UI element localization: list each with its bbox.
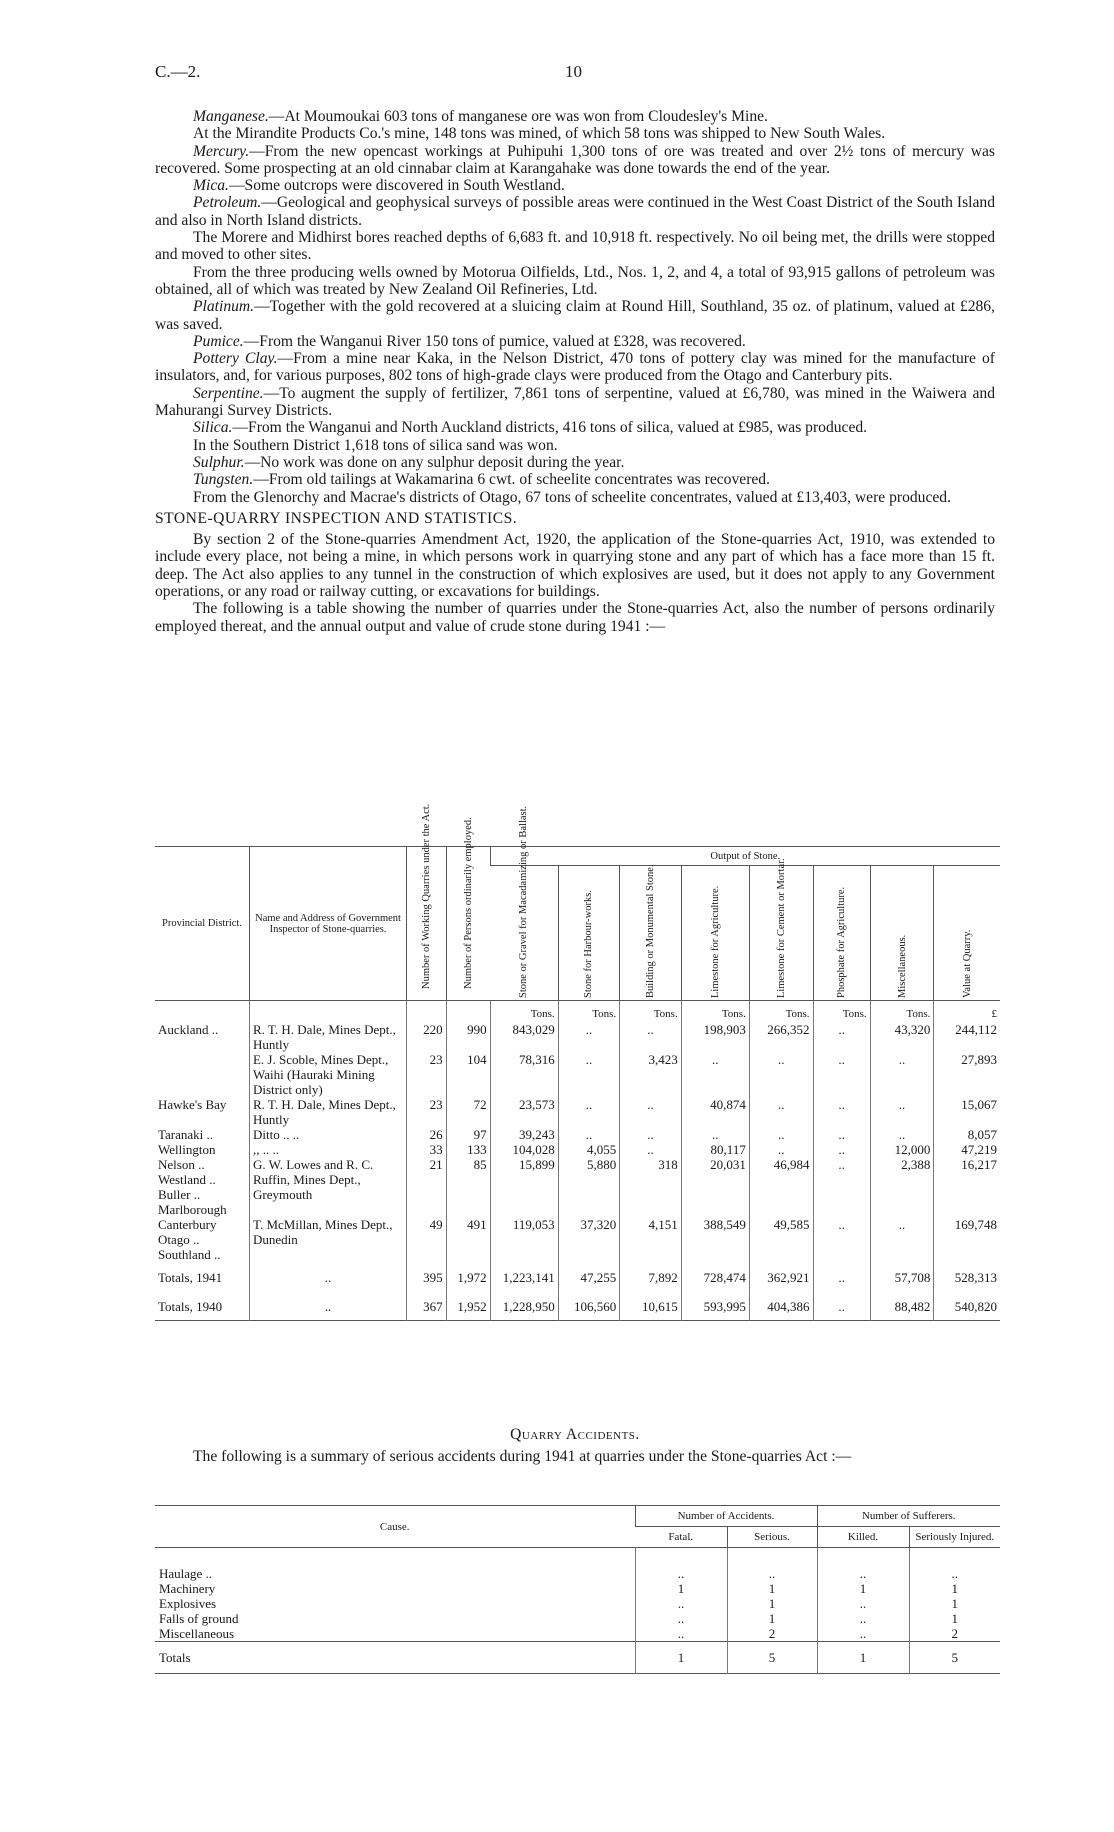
table-cell: 15,067 <box>934 1097 1000 1127</box>
col-lime-cement-label: Limestone for Cement or Mortar. <box>775 858 787 998</box>
table-row <box>155 1626 1000 1642</box>
table-cell: .. <box>813 1217 870 1262</box>
units-row <box>155 1001 1000 1023</box>
table-cell: 49,585 <box>749 1217 813 1262</box>
table-cell: 1 <box>909 1581 1000 1596</box>
paragraph-lead: Mica. <box>193 177 229 195</box>
table-cell: £ <box>934 1001 1000 1023</box>
col-macadam-label: Stone or Gravel for Macadamizing or Ballast. <box>518 805 530 998</box>
table-cell: .. <box>749 1097 813 1127</box>
table-cell: R. T. H. Dale, Mines Dept., Huntly <box>249 1097 406 1127</box>
paragraph-text: —From the new opencast workings at Puhipuhi 1,300 tons of ore was treated and over 2½ tons of mercury was recovered. Some prospecting at an old cinnabar claim at Karangahake was done towards the end of the year. <box>155 142 995 177</box>
table-cell: .. <box>870 1097 934 1127</box>
table-cell: .. <box>249 1262 406 1291</box>
table-cell: 528,313 <box>934 1262 1000 1291</box>
table-cell: .. <box>635 1611 727 1626</box>
table-cell: 78,316 <box>490 1052 558 1097</box>
table-row <box>155 1157 1000 1217</box>
col-phosphate-label: Phosphate for Agriculture. <box>836 886 848 998</box>
table-cell: 1 <box>727 1596 817 1611</box>
paragraph-text: —Some outcrops were discovered in South Westland. <box>228 177 565 195</box>
section-paragraph: The following is a table showing the number of quarries under the Stone-quarries Act, also the number of persons ordinarily employed thereat, and the annual output and value of crude stone during 1941 :— <box>155 600 995 635</box>
col-persons-label: Number of Persons ordinarily employed. <box>462 816 474 989</box>
table-cell: Tons. <box>749 1001 813 1023</box>
table-cell: .. <box>909 1548 1000 1582</box>
table-cell: Falls of ground <box>159 1611 239 1626</box>
table-cell <box>155 1052 249 1097</box>
paragraph-lead: Mercury. <box>193 142 250 160</box>
paragraph-lead: Tungsten. <box>193 471 254 489</box>
table-cell: 1,972 <box>446 1262 490 1291</box>
col-inspector: Name and Address of Government Inspector of Stone-quarries. <box>249 847 406 1001</box>
paragraph-text: —Together with the gold recovered at a sluicing claim at Round Hill, Southland, 35 oz. of platinum, valued at £286, was saved. <box>155 298 995 333</box>
paragraph <box>155 264 995 299</box>
col-cause: Cause. <box>379 1520 410 1533</box>
accidents-table-body <box>155 1548 1000 1674</box>
table-cell: .. <box>727 1548 817 1582</box>
col-persons <box>446 816 490 1001</box>
table-cell: .. <box>620 1022 682 1052</box>
output-group-header: Output of Stone. <box>490 847 1000 866</box>
paragraph <box>155 419 995 436</box>
table-cell: 1 <box>635 1642 727 1674</box>
accidents-heading: Quarry Accidents. <box>510 1426 640 1443</box>
table-cell: 39,243 <box>490 1127 558 1142</box>
table-cell: 5,880 <box>558 1157 620 1217</box>
table-cell: .. <box>813 1022 870 1052</box>
table-cell: Haulage .. <box>159 1566 213 1581</box>
table-cell: 104 <box>446 1052 490 1097</box>
col-serious: Serious. <box>727 1527 817 1548</box>
table-cell <box>249 1001 406 1023</box>
paragraph <box>155 143 995 178</box>
table-cell: Ditto .. .. <box>249 1127 406 1142</box>
paragraph-lead: Manganese. <box>193 108 269 125</box>
table-cell: 37,320 <box>558 1217 620 1262</box>
paragraph-text: At the Mirandite Products Co.'s mine, 148 tons was mined, of which 58 tons was shipped to New South Wales. <box>193 125 886 143</box>
table-cell: 57,708 <box>870 1262 934 1291</box>
table-cell: 23 <box>407 1052 447 1097</box>
table-cell: 4,055 <box>558 1142 620 1157</box>
paragraph-lead: Serpentine. <box>193 384 264 402</box>
table-cell: 388,549 <box>681 1217 749 1262</box>
table-cell: Nelson .. Westland .. Buller .. Marlborough <box>158 1157 227 1217</box>
paragraph <box>155 194 995 229</box>
table-cell: 220 <box>407 1022 447 1052</box>
table-cell: 85 <box>446 1157 490 1217</box>
table-cell: 169,748 <box>934 1217 1000 1262</box>
col-misc <box>870 866 934 1001</box>
table-cell: .. <box>813 1157 870 1217</box>
table-cell: 1 <box>727 1581 817 1596</box>
table-cell: 72 <box>446 1097 490 1127</box>
paragraph-lead: Sulphur. <box>193 453 245 471</box>
paragraph-lead: Silica. <box>193 419 233 437</box>
table-cell: Tons. <box>620 1001 682 1023</box>
col-building-label: Building or Monumental Stone. <box>644 864 656 998</box>
col-lime-agri <box>681 866 749 1001</box>
table-cell: 1,223,141 <box>490 1262 558 1291</box>
table-cell: 16,217 <box>934 1157 1000 1217</box>
paragraph-text: —From the Wanganui River 150 tons of pumice, valued at £328, was recovered. <box>243 332 746 350</box>
table-cell: 12,000 <box>870 1142 934 1157</box>
table-cell: .. <box>813 1052 870 1097</box>
col-quarries <box>407 803 447 1001</box>
table-cell: .. <box>870 1217 934 1262</box>
paragraph <box>155 125 995 142</box>
col-misc-label: Miscellaneous. <box>896 934 908 998</box>
table-cell: 33 <box>407 1142 447 1157</box>
totals-row <box>155 1291 1000 1321</box>
col-lime-agri-label: Limestone for Agriculture. <box>709 885 721 998</box>
table-cell: 5 <box>909 1642 1000 1674</box>
table-cell: .. <box>749 1127 813 1142</box>
table-cell: 244,112 <box>934 1022 1000 1052</box>
table-row <box>155 1548 1000 1582</box>
table-cell: .. <box>817 1611 909 1626</box>
table-cell: .. <box>558 1052 620 1097</box>
table-cell: .. <box>558 1097 620 1127</box>
table-cell <box>446 1001 490 1023</box>
table-cell: .. <box>681 1127 749 1142</box>
paragraph-text: In the Southern District 1,618 tons of silica sand was won. <box>193 436 558 454</box>
table-cell: .. <box>817 1548 909 1582</box>
table-cell: .. <box>558 1022 620 1052</box>
group-accidents: Number of Accidents. <box>635 1506 817 1527</box>
table-cell: .. <box>813 1291 870 1321</box>
col-killed: Killed. <box>817 1527 909 1548</box>
table-cell: Taranaki .. <box>158 1127 214 1142</box>
table-cell: .. <box>635 1626 727 1642</box>
table-cell: Hawke's Bay <box>158 1097 227 1112</box>
col-lime-cement <box>749 858 813 1001</box>
table-cell: .. <box>620 1142 682 1157</box>
table-cell: .. <box>870 1052 934 1097</box>
quarry-statistics-table <box>155 803 1000 1321</box>
paragraph-text: —From old tailings at Wakamarina 6 cwt. of scheelite concentrates was recovered. <box>253 471 770 489</box>
table-cell: Explosives <box>159 1596 217 1611</box>
table-cell: 990 <box>446 1022 490 1052</box>
table-cell: 106,560 <box>558 1291 620 1321</box>
table-cell: 2 <box>727 1626 817 1642</box>
table-cell: .. <box>870 1127 934 1142</box>
table-cell: 21 <box>407 1157 447 1217</box>
table-cell: 46,984 <box>749 1157 813 1217</box>
table-cell: 593,995 <box>681 1291 749 1321</box>
table-cell: 2 <box>909 1626 1000 1642</box>
table-cell: 1,952 <box>446 1291 490 1321</box>
table-cell: Tons. <box>870 1001 934 1023</box>
table-cell: Canterbury Otago .. Southland .. <box>158 1217 221 1262</box>
table-cell: .. <box>620 1097 682 1127</box>
paragraph <box>155 437 995 454</box>
table-cell: Totals <box>155 1642 635 1674</box>
table-cell: 80,117 <box>681 1142 749 1157</box>
table-cell: Wellington <box>158 1142 216 1157</box>
table-cell: 10,615 <box>620 1291 682 1321</box>
group-sufferers: Number of Sufferers. <box>817 1506 1000 1527</box>
paragraph <box>155 454 995 471</box>
section-heading: STONE-QUARRY INSPECTION AND STATISTICS. <box>155 509 518 527</box>
paragraph-lead: Pottery Clay. <box>193 350 278 368</box>
table-cell: .. <box>817 1626 909 1642</box>
table-cell: Machinery <box>159 1581 216 1596</box>
paragraph-text: —To augment the supply of fertilizer, 7,861 tons of serpentine, valued at £6,780, was mined in the Waiwera and Mahurangi Survey Districts. <box>155 384 995 420</box>
table-cell: .. <box>635 1548 727 1582</box>
table-cell: Miscellaneous <box>159 1626 235 1641</box>
paragraph <box>155 350 995 385</box>
table-row <box>155 1581 1000 1596</box>
table-cell: G. W. Lowes and R. C. Ruffin, Mines Dept., Greymouth <box>249 1157 406 1217</box>
table-cell: 40,874 <box>681 1097 749 1127</box>
table-cell: 23 <box>407 1097 447 1127</box>
table-cell: 395 <box>407 1262 447 1291</box>
body-text <box>155 108 995 635</box>
table-cell: .. <box>817 1596 909 1611</box>
table-cell: ,, .. .. <box>249 1142 406 1157</box>
table-cell: 1 <box>909 1596 1000 1611</box>
table-cell: 318 <box>620 1157 682 1217</box>
table-cell: 20,031 <box>681 1157 749 1217</box>
table-cell: 49 <box>407 1217 447 1262</box>
table-cell: .. <box>558 1127 620 1142</box>
totals-row <box>155 1262 1000 1291</box>
table-cell: 15,899 <box>490 1157 558 1217</box>
table-cell: 104,028 <box>490 1142 558 1157</box>
paragraph-text: —From a mine near Kaka, in the Nelson District, 470 tons of pottery clay was mined for the manufacture of insulators, and, for various purposes, 802 tons of high-grade clays were produced from the Otago and Canterbury pits. <box>155 350 995 385</box>
table-cell: 4,151 <box>620 1217 682 1262</box>
paragraph-lead: Pumice. <box>193 332 244 350</box>
table-cell: 119,053 <box>490 1217 558 1262</box>
accidents-table <box>155 1505 1000 1674</box>
table-row <box>155 1217 1000 1262</box>
table-cell: Tons. <box>681 1001 749 1023</box>
col-fatal: Fatal. <box>668 1531 694 1543</box>
paragraph-lead: Platinum. <box>193 298 255 316</box>
table-cell: T. McMillan, Mines Dept., Dunedin <box>249 1217 406 1262</box>
table-cell: .. <box>620 1127 682 1142</box>
table-cell: .. <box>681 1052 749 1097</box>
table-cell: 1 <box>909 1611 1000 1626</box>
table-cell: Tons. <box>490 1001 558 1023</box>
table-cell: 2,388 <box>870 1157 934 1217</box>
col-phosphate <box>813 866 870 1001</box>
paragraph-text: —No work was done on any sulphur deposit during the year. <box>244 453 625 471</box>
col-building <box>620 866 682 1001</box>
paragraph-text: The Morere and Midhirst bores reached depths of 6,683 ft. and 10,918 ft. respectively. No oil being met, the drills were stopped and moved to other sites. <box>155 229 995 264</box>
paragraph <box>155 489 995 506</box>
table-cell: Tons. <box>813 1001 870 1023</box>
table-cell: .. <box>749 1142 813 1157</box>
table-cell: 843,029 <box>490 1022 558 1052</box>
table-row <box>155 1611 1000 1626</box>
col-value-label: Value at Quarry. <box>961 929 973 998</box>
table-cell: Totals, 1940 <box>158 1299 223 1314</box>
paragraph-text: —Geological and geophysical surveys of possible areas were continued in the West Coast District of the South Island and also in North Island districts. <box>155 194 995 229</box>
page-number: 10 <box>565 62 582 81</box>
table-cell: 491 <box>446 1217 490 1262</box>
table-cell: .. <box>813 1127 870 1142</box>
table-cell: 404,386 <box>749 1291 813 1321</box>
col-macadam <box>490 805 558 1001</box>
section-paragraph: By section 2 of the Stone-quarries Amendment Act, 1920, the application of the Stone-quarries Act, 1910, was extended to include every place, not being a mine, in which persons work in quarrying stone and any part of which has a face more than 15 ft. deep. The Act also applies to any tunnel in the construction of which explosives are used, but it does not apply to any Government operations, or any road or railway cutting, or excavations for buildings. <box>155 531 995 601</box>
table-row <box>155 1022 1000 1052</box>
table-cell: 1 <box>727 1611 817 1626</box>
table-cell: 1 <box>635 1581 727 1596</box>
table-cell <box>407 1001 447 1023</box>
table-cell: 362,921 <box>749 1262 813 1291</box>
col-harbour <box>558 866 620 1001</box>
paragraph <box>155 177 995 194</box>
paragraph-text: —From the Wanganui and North Auckland districts, 416 tons of silica, valued at £985, was produced. <box>232 419 868 437</box>
table-cell: 27,893 <box>934 1052 1000 1097</box>
table-cell: 728,474 <box>681 1262 749 1291</box>
col-provincial-district: Provincial District. <box>155 847 249 1001</box>
accidents-intro: The following is a summary of serious accidents during 1941 at quarries under the Stone-quarries Act :— <box>193 1448 852 1465</box>
document-reference: C.—2. <box>155 62 201 81</box>
table-cell: 7,892 <box>620 1262 682 1291</box>
table-cell: 266,352 <box>749 1022 813 1052</box>
table-cell: 47,219 <box>934 1142 1000 1157</box>
quarry-table-body <box>155 1001 1000 1321</box>
table-cell: 540,820 <box>934 1291 1000 1321</box>
table-cell <box>155 1001 249 1023</box>
table-cell: 1 <box>817 1581 909 1596</box>
paragraph <box>155 108 995 125</box>
table-cell: .. <box>249 1291 406 1321</box>
table-cell: 23,573 <box>490 1097 558 1127</box>
mineral-paragraphs <box>155 108 995 506</box>
table-cell: E. J. Scoble, Mines Dept., Waihi (Hauraki Mining District only) <box>249 1052 406 1097</box>
table-row <box>155 1142 1000 1157</box>
table-cell: 1,228,950 <box>490 1291 558 1321</box>
paragraph <box>155 229 995 264</box>
col-value <box>934 866 1000 1001</box>
col-quarries-label: Number of Working Quarries under the Act. <box>420 803 432 989</box>
table-row <box>155 1097 1000 1127</box>
table-cell: Totals, 1941 <box>158 1270 223 1285</box>
table-cell: 43,320 <box>870 1022 934 1052</box>
table-cell: 5 <box>727 1642 817 1674</box>
paragraph <box>155 333 995 350</box>
table-cell: .. <box>635 1596 727 1611</box>
table-cell: 88,482 <box>870 1291 934 1321</box>
table-cell: Tons. <box>558 1001 620 1023</box>
table-cell: 47,255 <box>558 1262 620 1291</box>
paragraph-text: —At Moumoukai 603 tons of manganese ore was won from Cloudesley's Mine. <box>268 108 768 125</box>
paragraph-lead: Petroleum. <box>193 194 262 212</box>
paragraph-text: From the three producing wells owned by Motorua Oilfields, Ltd., Nos. 1, 2, and 4, a total of 93,915 gallons of petroleum was obtained, all of which was treated by New Zealand Oil Refineries, Ltd. <box>155 263 995 298</box>
paragraph <box>155 385 995 420</box>
table-row <box>155 1052 1000 1097</box>
table-cell: .. <box>813 1142 870 1157</box>
table-cell: .. <box>813 1097 870 1127</box>
paragraph <box>155 471 995 488</box>
table-cell: 26 <box>407 1127 447 1142</box>
table-cell: 133 <box>446 1142 490 1157</box>
col-harbour-label: Stone for Harbour-works. <box>583 890 595 998</box>
table-cell: 198,903 <box>681 1022 749 1052</box>
table-cell: 1 <box>817 1642 909 1674</box>
paragraph-text: From the Glenorchy and Macrae's districts of Otago, 67 tons of scheelite concentrates, valued at £13,403, were produced. <box>193 488 952 506</box>
table-cell: 8,057 <box>934 1127 1000 1142</box>
paragraph <box>155 298 995 333</box>
table-cell: 97 <box>446 1127 490 1142</box>
table-cell: R. T. H. Dale, Mines Dept., Huntly <box>249 1022 406 1052</box>
col-seriously-injured: Seriously Injured. <box>909 1527 1000 1548</box>
table-cell: Auckland .. <box>158 1022 219 1037</box>
table-row <box>155 1596 1000 1611</box>
table-cell: 367 <box>407 1291 447 1321</box>
table-cell: .. <box>749 1052 813 1097</box>
table-cell: 3,423 <box>620 1052 682 1097</box>
totals-row <box>155 1642 1000 1674</box>
table-row <box>155 1127 1000 1142</box>
table-cell: .. <box>813 1262 870 1291</box>
